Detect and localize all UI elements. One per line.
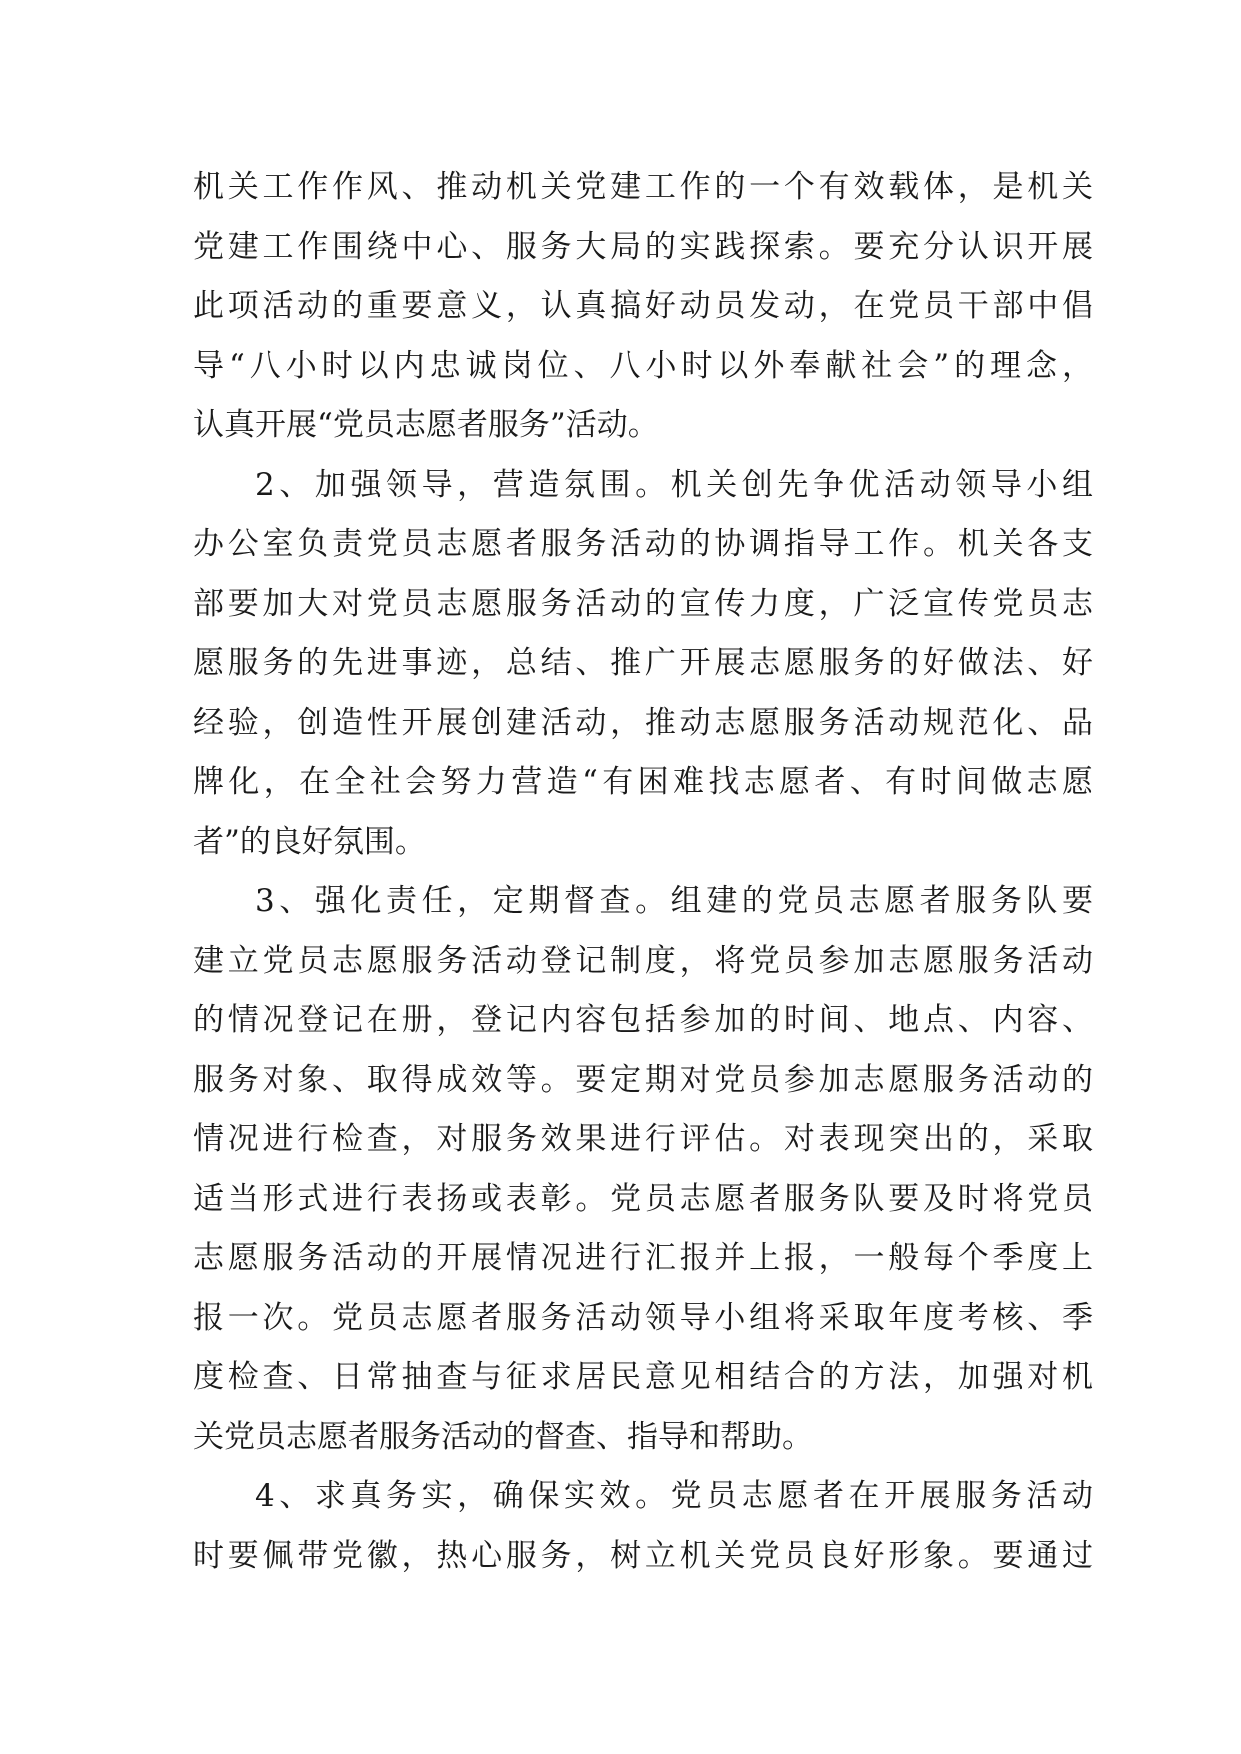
text-line: 志愿服务活动的开展情况进行汇报并上报，一般每个季度上 — [193, 1240, 1093, 1276]
text-line: 度检查、日常抽查与征求居民意见相结合的方法，加强对机 — [193, 1359, 1093, 1395]
paragraph-heading-line: 2、加强领导，营造氛围。机关创先争优活动领导小组 — [255, 466, 1093, 503]
text-line: 建立党员志愿服务活动登记制度，将党员参加志愿服务活动 — [193, 942, 1093, 979]
text-line: 机关工作作风、推动机关党建工作的一个有效载体，是机关 — [193, 169, 1093, 205]
text-line: 者”的良好氛围。 — [193, 823, 426, 860]
text-line: 适当形式进行表扬或表彰。党员志愿者服务队要及时将党员 — [193, 1180, 1093, 1217]
text-line: 牌化，在全社会努力营造“有困难找志愿者、有时间做志愿 — [193, 764, 1093, 800]
text-line: 导“八小时以内忠诚岗位、八小时以外奉献社会”的理念， — [193, 347, 1093, 384]
text-line: 关党员志愿者服务活动的督查、指导和帮助。 — [193, 1418, 813, 1455]
text-line: 此项活动的重要意义，认真搞好动员发动，在党员干部中倡 — [193, 288, 1093, 324]
text-line: 情况进行检查，对服务效果进行评估。对表现突出的，采取 — [193, 1121, 1093, 1157]
text-line: 办公室负责党员志愿者服务活动的协调指导工作。机关各支 — [193, 526, 1093, 562]
text-line: 党建工作围绕中心、服务大局的实践探索。要充分认识开展 — [193, 228, 1093, 265]
text-line: 时要佩带党徽，热心服务，树立机关党员良好形象。要通过 — [193, 1537, 1093, 1574]
paragraph-heading-line: 4、求真务实，确保实效。党员志愿者在开展服务活动 — [255, 1478, 1093, 1514]
text-line: 报一次。党员志愿者服务活动领导小组将采取年度考核、季 — [193, 1299, 1093, 1336]
text-line: 经验，创造性开展创建活动，推动志愿服务活动规范化、品 — [193, 704, 1093, 741]
text-line: 的情况登记在册，登记内容包括参加的时间、地点、内容、 — [193, 1002, 1093, 1038]
body-text — [193, 158, 1093, 1586]
text-line: 部要加大对党员志愿服务活动的宣传力度，广泛宣传党员志 — [193, 585, 1093, 622]
text-line: 服务对象、取得成效等。要定期对党员参加志愿服务活动的 — [193, 1061, 1093, 1098]
paragraph-heading-line: 3、强化责任，定期督查。组建的党员志愿者服务队要 — [255, 883, 1093, 919]
text-line: 认真开展“党员志愿者服务”活动。 — [193, 407, 659, 443]
text-line: 愿服务的先进事迹，总结、推广开展志愿服务的好做法、好 — [193, 645, 1093, 681]
